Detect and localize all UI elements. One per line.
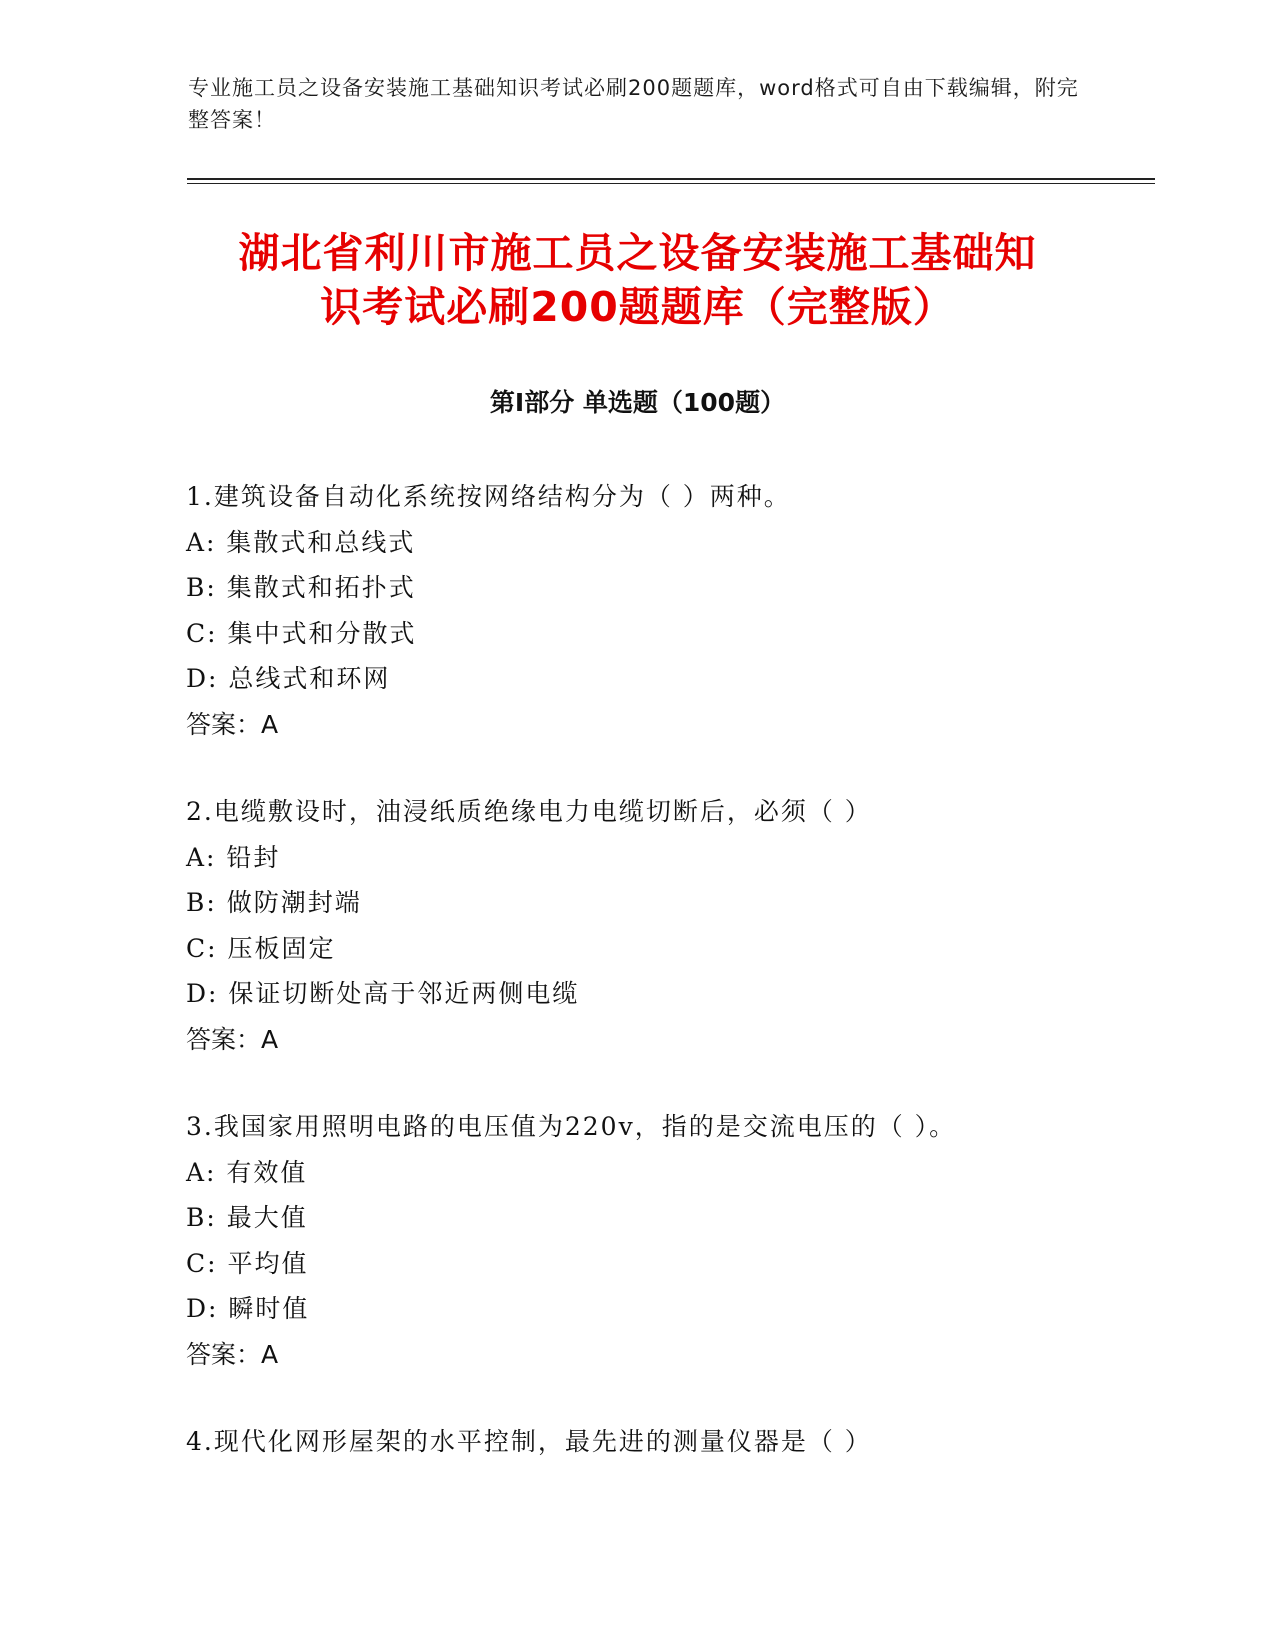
question-stem: 4.现代化网形屋架的水平控制，最先进的测量仪器是（ ） <box>186 1427 872 1456</box>
question-4 <box>186 1419 1166 1465</box>
question-stem: 3.我国家用照明电路的电压值为220v，指的是交流电压的（ ）。 <box>186 1112 957 1141</box>
option-c: C: 压板固定 <box>186 933 336 963</box>
answer-label: 答案：A <box>186 709 279 739</box>
header-divider-thin <box>187 183 1155 184</box>
option-b: B: 最大值 <box>186 1203 308 1232</box>
section-title: 第Ⅰ部分 单选题（100题） <box>489 388 786 417</box>
option-b: B: 做防潮封端 <box>186 888 362 917</box>
question-1 <box>186 474 1166 747</box>
header-note: 专业施工员之设备安装施工基础知识考试必刷200题题库，word格式可自由下载编辑，附完整答案！ <box>188 76 1079 132</box>
option-d: D: 总线式和环网 <box>186 664 391 693</box>
option-a: A: 集散式和总线式 <box>186 527 416 557</box>
option-a: A: 有效值 <box>186 1157 308 1187</box>
option-b: B: 集散式和拓扑式 <box>186 573 416 602</box>
document-title <box>150 226 1125 334</box>
document-title-line-1: 湖北省利川市施工员之设备安装施工基础知 <box>238 229 1037 277</box>
question-3 <box>186 1104 1166 1377</box>
header-divider-thick <box>187 178 1155 180</box>
question-2 <box>186 789 1166 1062</box>
option-d: D: 保证切断处高于邻近两侧电缆 <box>186 979 580 1008</box>
option-a: A: 铅封 <box>186 842 281 872</box>
option-c: C: 平均值 <box>186 1248 309 1278</box>
document-title-line-2: 识考试必刷200题题库（完整版） <box>320 283 955 331</box>
answer-label: 答案：A <box>186 1339 279 1369</box>
question-stem: 2.电缆敷设时，油浸纸质绝缘电力电缆切断后，必须（ ） <box>186 797 872 826</box>
answer-label: 答案：A <box>186 1024 279 1054</box>
question-list <box>186 474 1166 1507</box>
option-d: D: 瞬时值 <box>186 1294 310 1323</box>
option-c: C: 集中式和分散式 <box>186 618 417 648</box>
question-stem: 1.建筑设备自动化系统按网络结构分为（ ）两种。 <box>186 482 791 511</box>
